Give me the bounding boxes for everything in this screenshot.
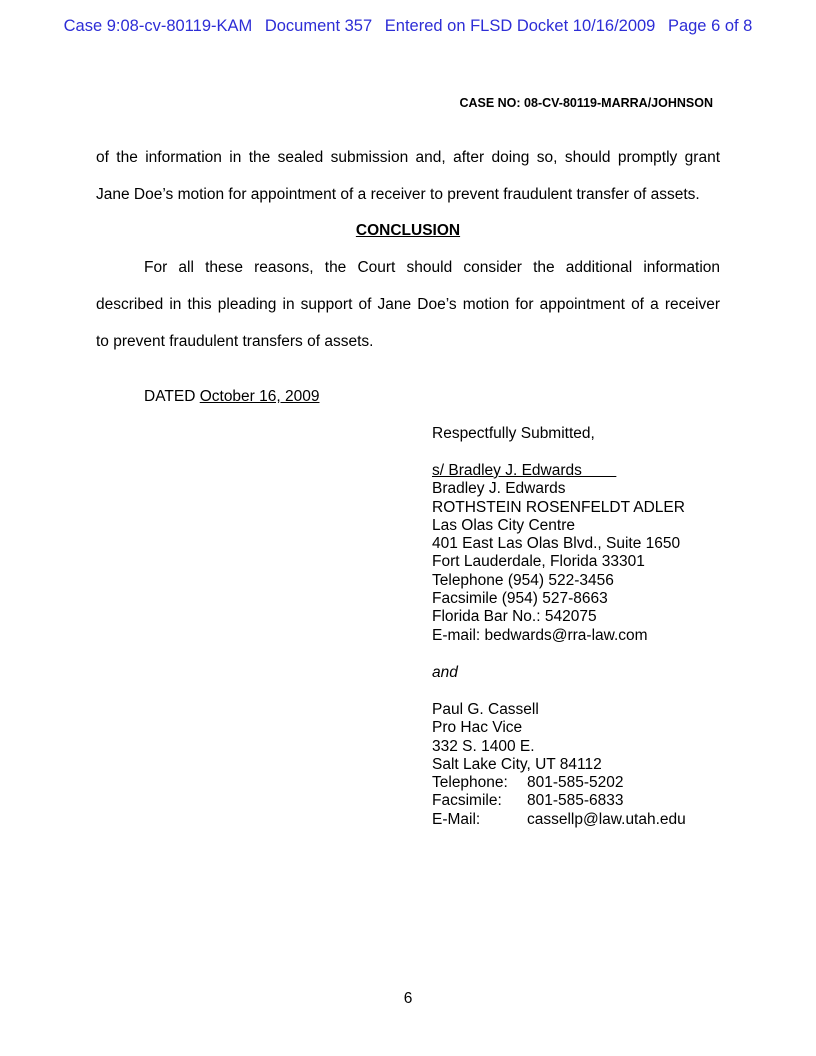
contact-label: Facsimile:	[432, 792, 502, 810]
second-address: 332 S. 1400 E.	[432, 737, 535, 755]
signature-name: Bradley J. Edwards	[432, 480, 566, 498]
second-name: Paul G. Cassell	[432, 701, 539, 718]
signature-block	[432, 462, 685, 645]
docket-header	[0, 17, 816, 36]
signature-address-2: 401 East Las Olas Blvd., Suite 1650	[432, 535, 681, 553]
contact-telephone	[432, 774, 686, 792]
signature-and: and	[432, 664, 458, 681]
docket-page: Page 6 of 8	[667, 17, 753, 35]
signature-facsimile: Facsimile (954) 527-8663	[432, 590, 608, 608]
contact-value: 801-585-6833	[527, 792, 624, 810]
signature-telephone: Telephone (954) 522-3456	[432, 571, 614, 589]
paragraph-line: of the information in the sealed submission and, after doing so, should promptly grant	[96, 149, 720, 166]
contact-label: Telephone:	[432, 774, 508, 792]
signature-closing: Respectfully Submitted,	[432, 425, 595, 442]
second-status: Pro Hac Vice	[432, 719, 523, 737]
signature-firm: ROTHSTEIN ROSENFELDT ADLER	[432, 498, 685, 516]
paragraph-line: to prevent fraudulent transfers of assets.	[96, 333, 374, 350]
contact-facsimile	[432, 792, 686, 810]
contact-value: cassellp@law.utah.edu	[527, 810, 686, 828]
dated-line	[144, 388, 319, 406]
signature-city: Fort Lauderdale, Florida 33301	[432, 553, 645, 571]
case-number: CASE NO: 08-CV-80119-MARRA/JOHNSON	[459, 96, 713, 110]
signature-bar-number: Florida Bar No.: 542075	[432, 608, 597, 626]
second-signature-block	[432, 701, 686, 829]
docket-entered: Entered on FLSD Docket 10/16/2009	[384, 17, 656, 35]
paragraph-line: For all these reasons, the Court should consider the additional information	[144, 259, 720, 276]
docket-document: Document 357	[264, 17, 373, 35]
paragraph-1	[96, 139, 720, 213]
page-number: 6	[403, 990, 413, 1007]
paragraph-2	[96, 249, 720, 360]
section-heading: CONCLUSION	[355, 222, 461, 239]
contact-label: E-Mail:	[432, 810, 481, 828]
dated-date: October 16, 2009	[199, 388, 320, 405]
docket-case: Case 9:08-cv-80119-KAM	[63, 17, 253, 35]
signature-address-1: Las Olas City Centre	[432, 516, 575, 534]
signature-line: s/ Bradley J. Edwards	[432, 462, 617, 479]
dated-label: DATED	[144, 388, 200, 405]
second-city: Salt Lake City, UT 84112	[432, 755, 602, 773]
contact-email	[432, 811, 686, 829]
paragraph-line: Jane Doe’s motion for appointment of a receiver to prevent fraudulent transfer of assets.	[96, 186, 700, 203]
contact-value: 801-585-5202	[527, 774, 624, 792]
signature-email: E-mail: bedwards@rra-law.com	[432, 626, 648, 644]
paragraph-line: described in this pleading in support of Jane Doe’s motion for appointment of a receiver	[96, 296, 720, 313]
